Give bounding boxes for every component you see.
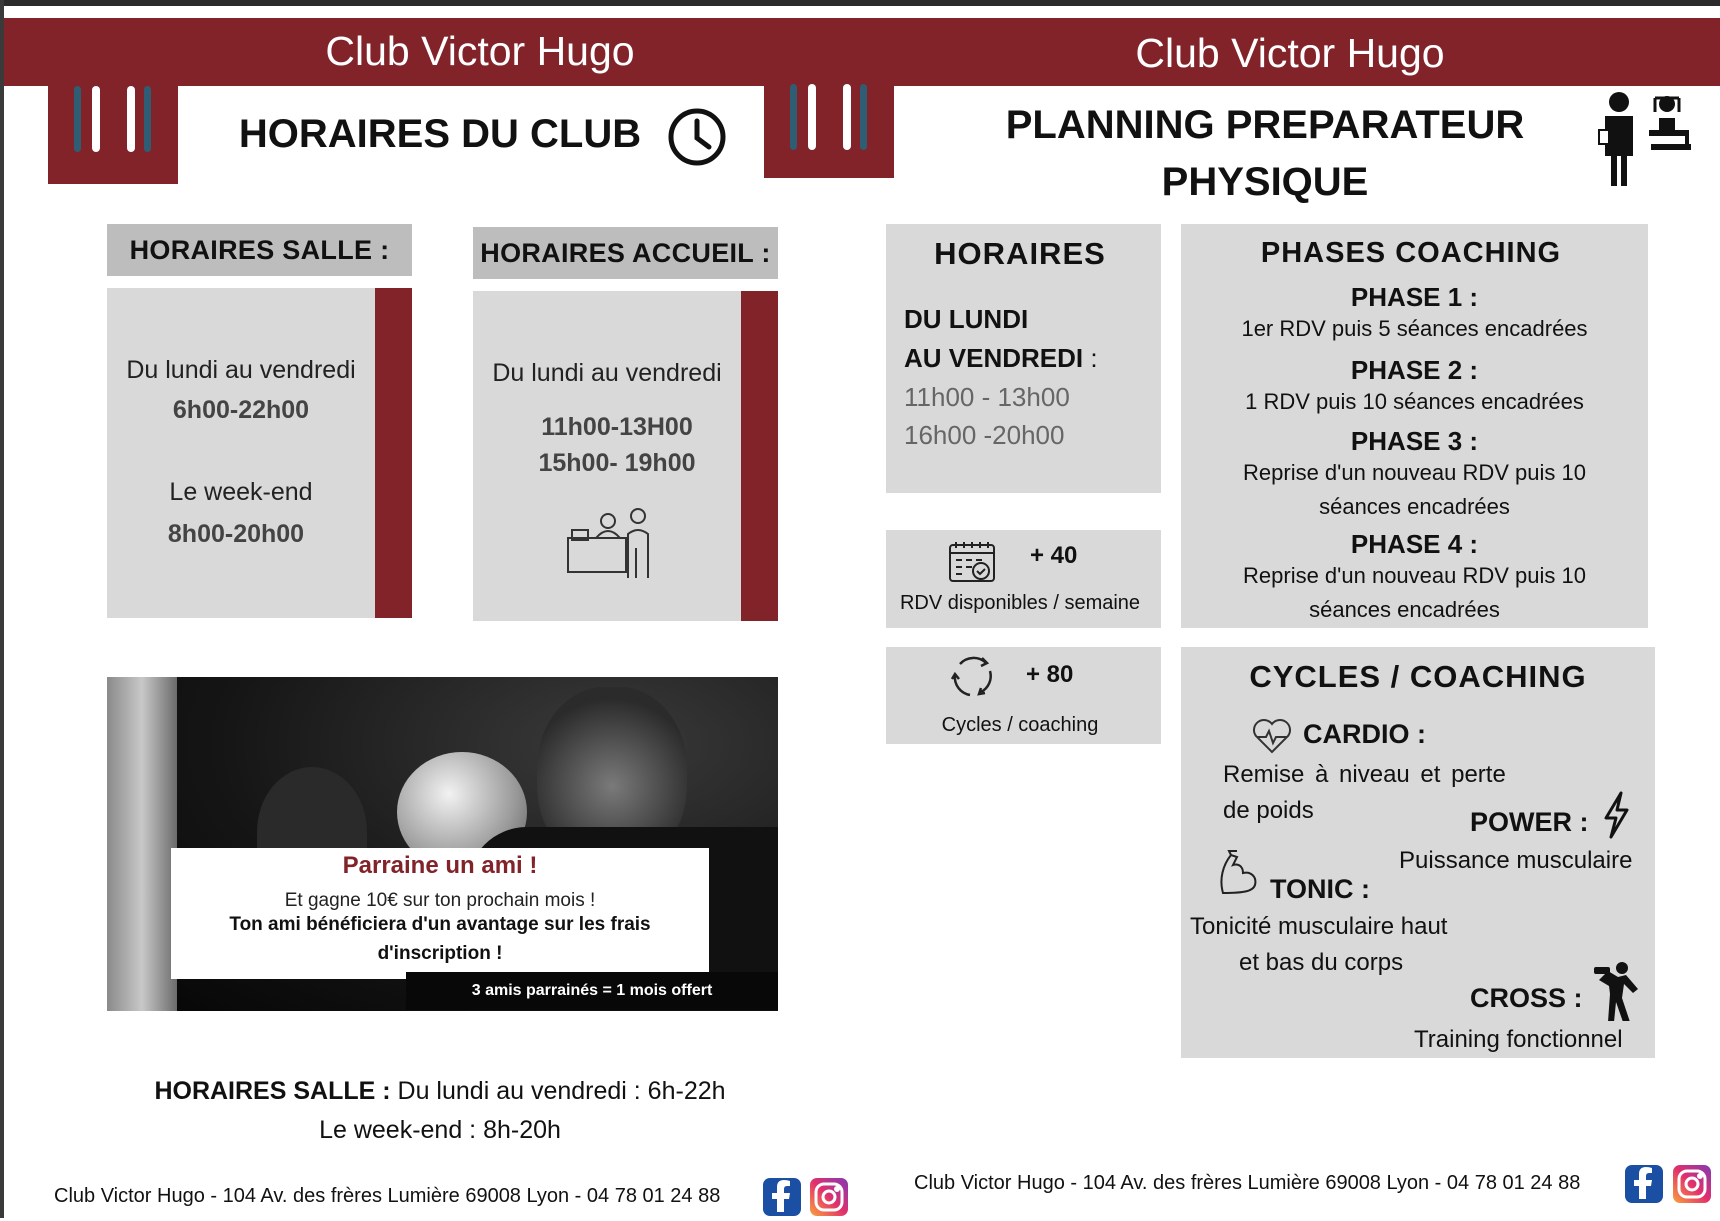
summary-weekdays: Du lundi au vendredi : 6h-22h bbox=[390, 1077, 726, 1105]
phase-3-desc-1: Reprise d'un nouveau RDV puis 10 bbox=[1243, 460, 1586, 485]
coach-icon bbox=[1595, 90, 1695, 190]
power-name: POWER : bbox=[1470, 807, 1589, 837]
lightning-icon bbox=[1601, 791, 1631, 839]
tonic-desc-1: Tonicité musculaire haut bbox=[1190, 913, 1448, 940]
logo-stripe bbox=[843, 84, 851, 150]
facebook-icon[interactable] bbox=[1625, 1165, 1663, 1203]
logo-stripe bbox=[144, 86, 151, 152]
left-page-title: HORAIRES DU CLUB bbox=[238, 112, 642, 156]
promo-title: Parraine un ami ! bbox=[342, 852, 538, 879]
clock-icon bbox=[667, 107, 727, 167]
instagram-icon[interactable] bbox=[1673, 1165, 1711, 1203]
cardio-desc-1: Remise à niveau et perte bbox=[1223, 761, 1506, 788]
accueil-accent-bar bbox=[741, 291, 778, 621]
right-footer-address: Club Victor Hugo - 104 Av. des frères Lumière 69008 Lyon - 04 78 01 24 88 bbox=[914, 1172, 1581, 1194]
left-banner-title: Club Victor Hugo bbox=[325, 28, 635, 74]
logo-stripe bbox=[808, 84, 816, 150]
summary-line-1 bbox=[100, 1077, 780, 1106]
right-page-title-1: PLANNING PREPARATEUR bbox=[1005, 103, 1525, 147]
cross-desc: Training fonctionnel bbox=[1414, 1026, 1623, 1053]
salle-weekdays-hours: 6h00-22h00 bbox=[172, 396, 310, 424]
accueil-hours-1: 11h00-13H00 bbox=[541, 413, 693, 441]
coach-slot-1: 11h00 - 13h00 bbox=[904, 382, 1070, 412]
accueil-header bbox=[473, 227, 778, 279]
tonic-desc-2: et bas du corps bbox=[1239, 949, 1404, 976]
phases-card bbox=[1181, 224, 1648, 628]
phase-4-desc-2: séances encadrées bbox=[1309, 597, 1500, 622]
stat-cycles-label: Cycles / coaching bbox=[941, 714, 1099, 736]
promo-offer: 3 amis parrainés = 1 mois offert bbox=[406, 972, 778, 1010]
accueil-hours-2: 15h00- 19h00 bbox=[538, 449, 696, 477]
stat-rdv-value: + 40 bbox=[1030, 542, 1078, 569]
phase-4-name: PHASE 4 : bbox=[1350, 529, 1479, 559]
bicep-icon bbox=[1217, 849, 1259, 897]
coach-horaires-title: HORAIRES bbox=[934, 236, 1106, 271]
stat-rdv-card bbox=[886, 530, 1161, 628]
cardio-name: CARDIO : bbox=[1303, 719, 1426, 749]
cycles-title: CYCLES / COACHING bbox=[1249, 659, 1587, 694]
dumbbell-man-icon bbox=[1592, 961, 1642, 1021]
left-footer-address: Club Victor Hugo - 104 Av. des frères Lumière 69008 Lyon - 04 78 01 24 88 bbox=[54, 1185, 721, 1207]
salle-weekend-hours: 8h00-20h00 bbox=[167, 520, 305, 548]
promo-line-3: d'inscription ! bbox=[377, 943, 503, 964]
promo-line-2: Ton ami bénéficiera d'un avantage sur les frais bbox=[229, 914, 651, 935]
cross-name: CROSS : bbox=[1470, 983, 1583, 1013]
punching-bag bbox=[107, 677, 177, 1011]
facebook-icon[interactable] bbox=[763, 1178, 801, 1216]
right-page-title-2: PHYSIQUE bbox=[1161, 160, 1369, 204]
phase-1-name: PHASE 1 : bbox=[1350, 282, 1479, 312]
phase-3-name: PHASE 3 : bbox=[1350, 426, 1479, 456]
right-banner-title: Club Victor Hugo bbox=[1135, 30, 1445, 76]
coach-days-colon: : bbox=[1083, 343, 1098, 373]
stat-cycles-value: + 80 bbox=[1026, 661, 1074, 688]
coach-days-line-2 bbox=[904, 343, 1098, 374]
left-club-logo bbox=[48, 58, 178, 184]
instagram-icon[interactable] bbox=[810, 1178, 848, 1216]
accueil-title: HORAIRES ACCUEIL : bbox=[480, 238, 771, 268]
tonic-name: TONIC : bbox=[1270, 874, 1370, 904]
promo-line-1: Et gagne 10€ sur ton prochain mois ! bbox=[284, 890, 596, 911]
coach-slot-2: 16h00 -20h00 bbox=[904, 420, 1065, 450]
calendar-icon bbox=[948, 540, 996, 584]
logo-stripe bbox=[74, 86, 81, 152]
salle-accent-bar bbox=[375, 288, 412, 618]
cardio-desc-2: de poids bbox=[1223, 797, 1314, 824]
salle-header bbox=[107, 224, 412, 276]
accueil-card bbox=[473, 291, 741, 621]
top-border bbox=[0, 0, 1720, 6]
stat-cycles-card bbox=[886, 647, 1161, 744]
phase-4-desc-1: Reprise d'un nouveau RDV puis 10 bbox=[1243, 563, 1586, 588]
coach-days-text: AU VENDREDI bbox=[904, 343, 1084, 373]
logo-stripe bbox=[127, 86, 135, 152]
salle-title: HORAIRES SALLE : bbox=[129, 235, 390, 265]
salle-weekend: Le week-end bbox=[169, 478, 313, 506]
logo-stripe bbox=[92, 86, 100, 152]
coach-horaires-card bbox=[886, 224, 1161, 493]
promo-box bbox=[171, 848, 709, 979]
stat-rdv-label: RDV disponibles / semaine bbox=[899, 592, 1141, 614]
salle-card bbox=[107, 288, 375, 618]
summary-weekend: Le week-end : 8h-20h bbox=[319, 1116, 561, 1144]
cycle-icon bbox=[948, 651, 998, 701]
salle-weekdays: Du lundi au vendredi bbox=[126, 356, 356, 384]
heart-icon bbox=[1251, 717, 1293, 755]
reception-desk-icon bbox=[566, 508, 654, 580]
power-desc: Puissance musculaire bbox=[1399, 847, 1633, 874]
cycles-card bbox=[1181, 647, 1655, 1058]
phase-2-desc: 1 RDV puis 10 séances encadrées bbox=[1245, 389, 1584, 414]
logo-stripe bbox=[790, 84, 797, 150]
phase-2-name: PHASE 2 : bbox=[1350, 355, 1479, 385]
summary-label: HORAIRES SALLE : bbox=[154, 1077, 391, 1105]
left-border bbox=[0, 0, 4, 1218]
phases-title: PHASES COACHING bbox=[1260, 237, 1562, 269]
right-club-logo bbox=[764, 54, 894, 178]
logo-stripe bbox=[860, 84, 867, 150]
phase-1-desc: 1er RDV puis 5 séances encadrées bbox=[1241, 316, 1588, 341]
phase-3-desc-2: séances encadrées bbox=[1319, 494, 1510, 519]
accueil-weekdays: Du lundi au vendredi bbox=[492, 359, 722, 387]
coach-days-line-1: DU LUNDI bbox=[904, 304, 1029, 334]
